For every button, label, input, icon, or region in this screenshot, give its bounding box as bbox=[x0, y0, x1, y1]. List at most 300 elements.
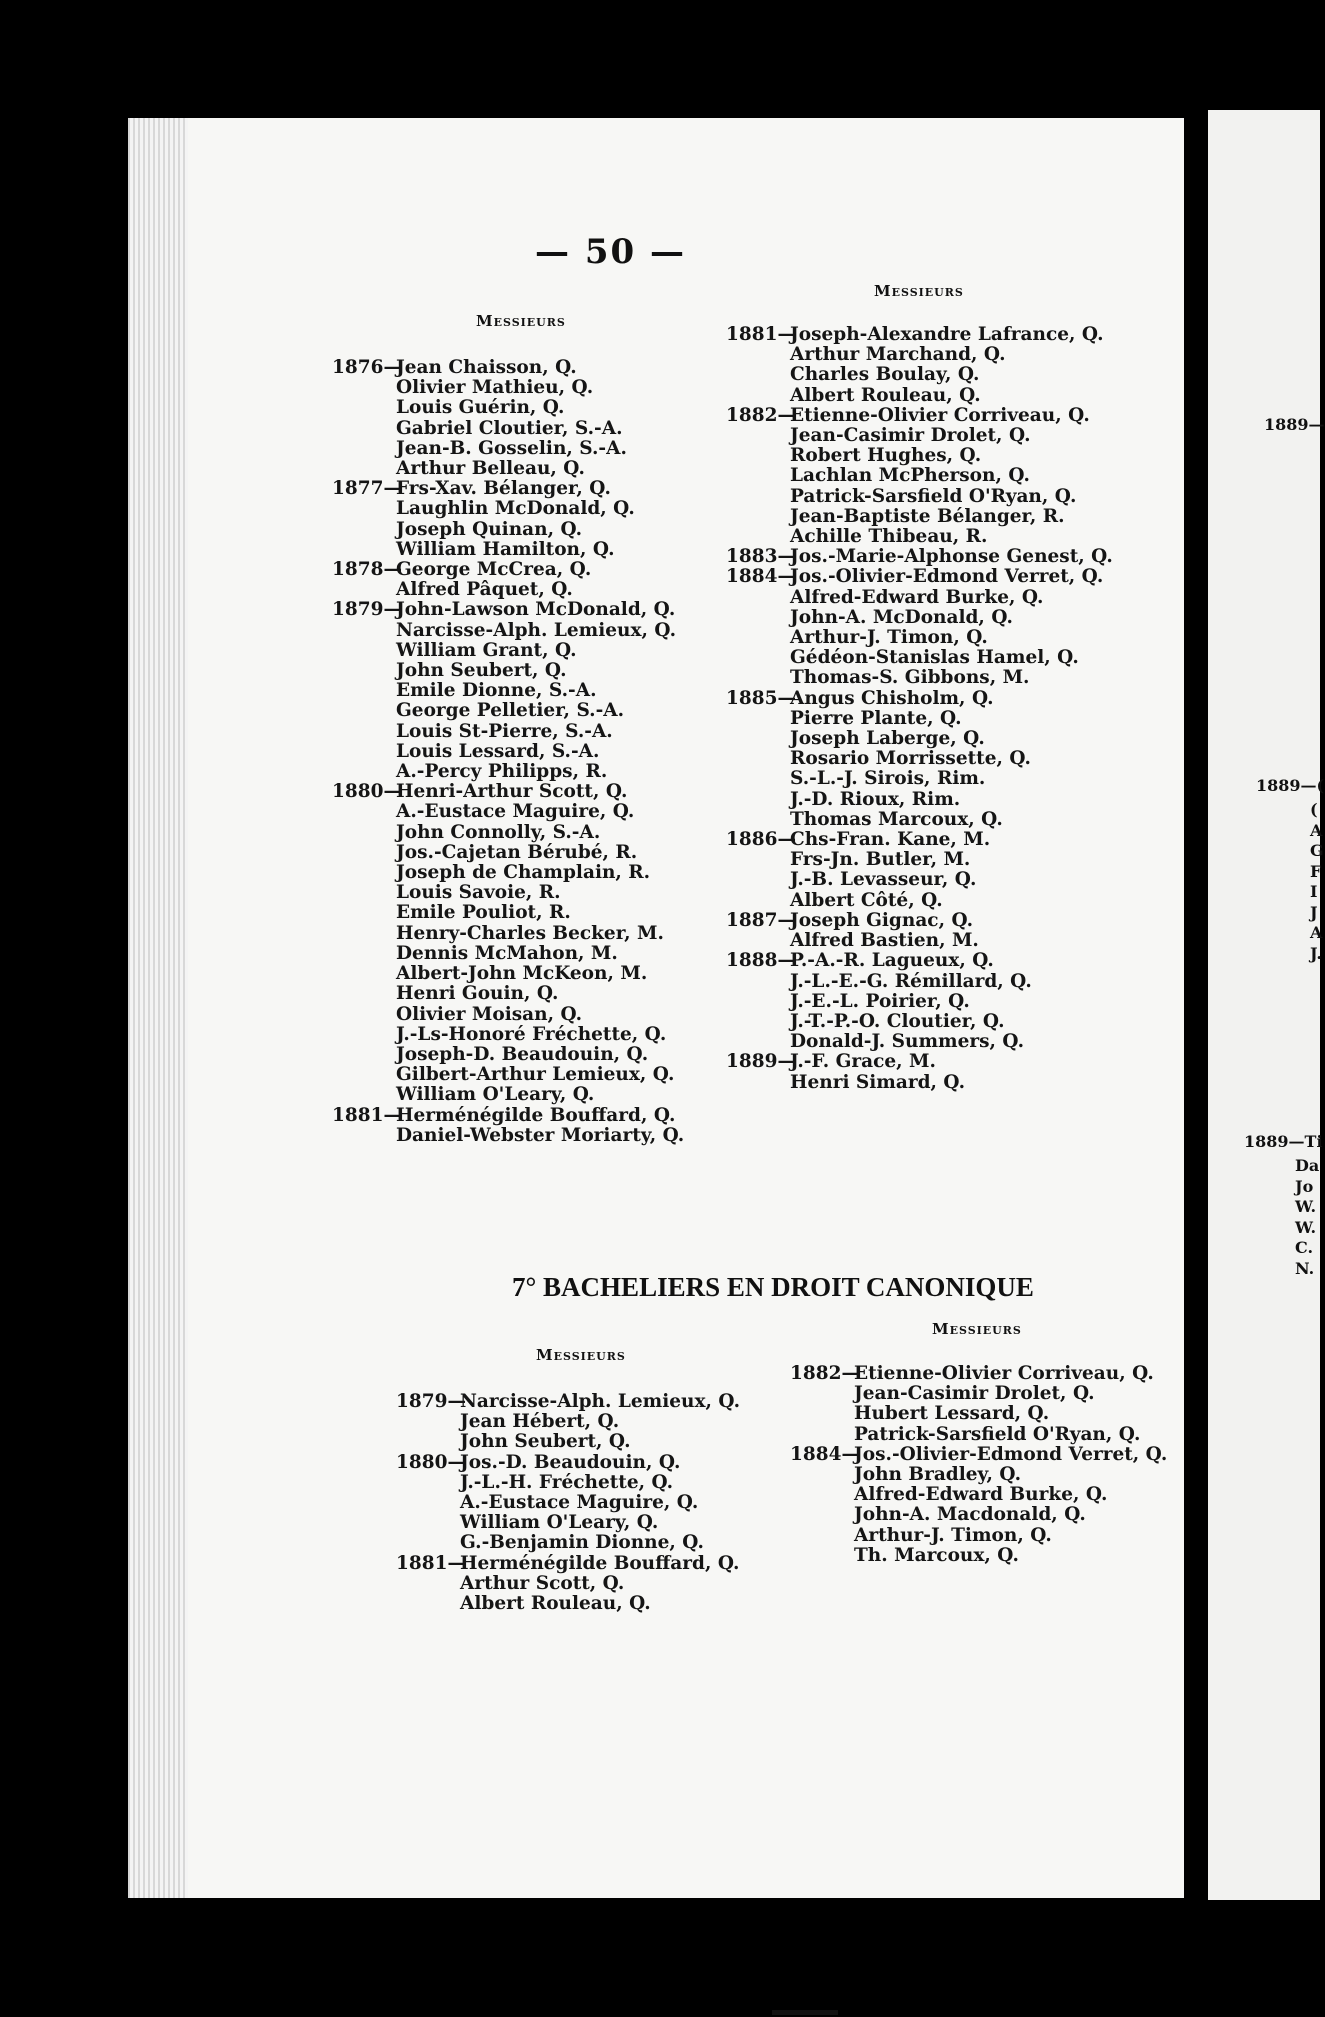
person-name: Olivier Mathieu, Q. bbox=[396, 377, 594, 399]
person-name: Henri Gouin, Q. bbox=[396, 983, 559, 1005]
adjacent-fragment: N. bbox=[1295, 1258, 1315, 1278]
year-label bbox=[332, 762, 394, 782]
list-row bbox=[332, 600, 684, 620]
person-name: Chs-Fran. Kane, M. bbox=[790, 829, 991, 851]
person-name: Albert Rouleau, Q. bbox=[790, 384, 981, 406]
person-name: Hubert Lessard, Q. bbox=[854, 1403, 1050, 1425]
person-name: Jean-Casimir Drolet, Q. bbox=[790, 425, 1031, 447]
list-row bbox=[332, 1126, 684, 1146]
year-label: 1879— bbox=[396, 1391, 466, 1412]
year-label bbox=[726, 345, 788, 365]
year-label bbox=[332, 1126, 394, 1146]
person-name: A.-Percy Philipps, R. bbox=[396, 761, 608, 783]
list-row bbox=[332, 358, 684, 378]
list-row bbox=[726, 426, 1113, 446]
year-label: 1886— bbox=[726, 829, 796, 851]
list-row bbox=[332, 823, 684, 843]
adjacent-year-a: 1889— bbox=[1264, 415, 1325, 434]
person-name: Thomas-S. Gibbons, M. bbox=[790, 667, 1030, 689]
year-label bbox=[790, 1546, 852, 1566]
year-label bbox=[726, 466, 788, 486]
year-label bbox=[332, 641, 394, 661]
year-label: 1884— bbox=[790, 1443, 860, 1465]
year-label bbox=[726, 628, 788, 648]
person-name: Patrick-Sarsfield O'Ryan, Q. bbox=[854, 1423, 1141, 1445]
year-label: 1882— bbox=[790, 1363, 860, 1384]
list-row bbox=[726, 1052, 1113, 1072]
year-label bbox=[332, 944, 394, 964]
year-label: 1881— bbox=[726, 324, 796, 345]
year-label bbox=[726, 931, 788, 951]
list-row bbox=[332, 924, 684, 944]
person-name: G.-Benjamin Dionne, Q. bbox=[460, 1532, 704, 1554]
closing-rule bbox=[772, 2007, 842, 2017]
year-label bbox=[332, 742, 394, 762]
year-label bbox=[726, 487, 788, 507]
list-row bbox=[332, 984, 684, 1004]
list-row bbox=[332, 944, 684, 964]
list-row bbox=[726, 406, 1113, 426]
person-name: Henri Simard, Q. bbox=[790, 1071, 966, 1093]
list-row bbox=[396, 1392, 740, 1412]
list-row bbox=[332, 641, 684, 661]
year-label bbox=[726, 790, 788, 810]
year-label bbox=[726, 608, 788, 628]
year-label bbox=[332, 580, 394, 600]
person-name: J.-L.-E.-G. Rémillard, Q. bbox=[790, 970, 1032, 992]
list-row bbox=[396, 1533, 740, 1553]
list-row bbox=[332, 1025, 684, 1045]
person-name: Henry-Charles Becker, M. bbox=[396, 922, 664, 944]
year-label bbox=[790, 1465, 852, 1485]
person-name: Emile Dionne, S.-A. bbox=[396, 680, 597, 702]
list-row bbox=[726, 951, 1113, 971]
list-row bbox=[396, 1412, 740, 1432]
year-label bbox=[726, 386, 788, 406]
list-row bbox=[332, 1106, 684, 1126]
year-label bbox=[726, 891, 788, 911]
list-row bbox=[726, 567, 1113, 587]
list-row bbox=[726, 668, 1113, 688]
year-label: 1889— bbox=[726, 1051, 796, 1073]
person-name: Joseph Laberge, Q. bbox=[790, 728, 985, 750]
adjacent-list-b bbox=[1310, 800, 1324, 964]
year-label bbox=[790, 1404, 852, 1424]
year-label bbox=[332, 802, 394, 822]
year-label: 1882— bbox=[726, 404, 796, 426]
person-name: Emile Pouliot, R. bbox=[396, 902, 571, 924]
year-label bbox=[332, 398, 394, 418]
year-label bbox=[726, 749, 788, 769]
list-row bbox=[332, 964, 684, 984]
adjacent-list-c bbox=[1295, 1156, 1319, 1279]
list-row bbox=[726, 365, 1113, 385]
adjacent-fragment: Da bbox=[1295, 1156, 1320, 1175]
adjacent-fragment: G bbox=[1310, 841, 1324, 860]
list-row bbox=[726, 1032, 1113, 1052]
person-name: Gabriel Cloutier, S.-A. bbox=[396, 417, 623, 439]
person-name: Olivier Moisan, Q. bbox=[396, 1003, 583, 1025]
year-label bbox=[726, 870, 788, 890]
list-row bbox=[726, 527, 1113, 547]
year-label bbox=[332, 419, 394, 439]
year-label bbox=[332, 499, 394, 519]
person-name: John Connolly, S.-A. bbox=[396, 821, 601, 843]
left-name-list bbox=[332, 358, 684, 1146]
year-label: 1884— bbox=[726, 566, 796, 588]
adjacent-year-b: 1889—( bbox=[1256, 776, 1325, 795]
person-name: Alfred-Edward Burke, Q. bbox=[790, 586, 1044, 608]
adjacent-fragment: ( bbox=[1310, 800, 1318, 819]
page-edge bbox=[128, 118, 188, 1898]
list-row bbox=[790, 1425, 1167, 1445]
person-name: Pierre Plante, Q. bbox=[790, 707, 962, 729]
year-label bbox=[332, 823, 394, 843]
person-name: Jean-Casimir Drolet, Q. bbox=[854, 1383, 1095, 1405]
person-name: Thomas Marcoux, Q. bbox=[790, 808, 1003, 830]
list-row bbox=[726, 689, 1113, 709]
person-name: Dennis McMahon, M. bbox=[396, 942, 618, 964]
year-label bbox=[332, 520, 394, 540]
person-name: J.-Ls-Honoré Fréchette, Q. bbox=[396, 1023, 667, 1045]
list-row bbox=[726, 628, 1113, 648]
section-left-list bbox=[396, 1392, 740, 1614]
list-row bbox=[790, 1505, 1167, 1525]
list-row bbox=[396, 1594, 740, 1614]
year-label bbox=[726, 668, 788, 688]
year-label bbox=[396, 1473, 458, 1493]
list-row bbox=[332, 499, 684, 519]
person-name: Narcisse-Alph. Lemieux, Q. bbox=[460, 1391, 741, 1412]
adjacent-fragment: J bbox=[1310, 902, 1318, 922]
year-label bbox=[396, 1574, 458, 1594]
year-label bbox=[332, 540, 394, 560]
year-label bbox=[790, 1526, 852, 1546]
adjacent-fragment: C. bbox=[1295, 1238, 1314, 1257]
list-row bbox=[790, 1485, 1167, 1505]
list-row bbox=[396, 1453, 740, 1473]
year-label bbox=[396, 1493, 458, 1513]
person-name: J.-E.-L. Poirier, Q. bbox=[790, 990, 970, 1012]
adjacent-fragment: J. bbox=[1310, 943, 1322, 963]
list-row bbox=[726, 507, 1113, 527]
list-row bbox=[396, 1493, 740, 1513]
year-label bbox=[332, 701, 394, 721]
person-name: Joseph de Champlain, R. bbox=[396, 862, 651, 884]
person-name: Albert-John McKeon, M. bbox=[396, 963, 648, 985]
person-name: Frs-Jn. Butler, M. bbox=[790, 849, 971, 871]
list-row bbox=[726, 487, 1113, 507]
person-name: Herménégilde Bouffard, Q. bbox=[396, 1104, 676, 1126]
list-row bbox=[726, 1012, 1113, 1032]
year-label bbox=[726, 810, 788, 830]
person-name: Lachlan McPherson, Q. bbox=[790, 465, 1030, 487]
person-name: Joseph-Alexandre Lafrance, Q. bbox=[790, 324, 1104, 345]
right-name-list bbox=[726, 325, 1113, 1093]
person-name: Jean-Baptiste Bélanger, R. bbox=[790, 505, 1065, 527]
year-label bbox=[726, 1073, 788, 1093]
year-label bbox=[332, 378, 394, 398]
person-name: Jean Chaisson, Q. bbox=[396, 357, 577, 378]
person-name: Etienne-Olivier Corriveau, Q. bbox=[854, 1363, 1154, 1384]
list-row bbox=[726, 992, 1113, 1012]
list-row bbox=[396, 1432, 740, 1452]
person-name: Jos.-D. Beaudouin, Q. bbox=[460, 1451, 681, 1473]
list-row bbox=[332, 1005, 684, 1025]
list-row bbox=[726, 466, 1113, 486]
list-row bbox=[396, 1473, 740, 1493]
list-row bbox=[332, 722, 684, 742]
list-row bbox=[790, 1465, 1167, 1485]
list-row bbox=[726, 830, 1113, 850]
list-row bbox=[726, 386, 1113, 406]
person-name: Henri-Arthur Scott, Q. bbox=[396, 781, 628, 803]
year-label bbox=[332, 863, 394, 883]
person-name: Donald-J. Summers, Q. bbox=[790, 1031, 1025, 1053]
person-name: John Bradley, Q. bbox=[854, 1464, 1022, 1486]
year-label bbox=[726, 972, 788, 992]
person-name: Laughlin McDonald, Q. bbox=[396, 498, 635, 520]
year-label bbox=[790, 1425, 852, 1445]
adjacent-fragment: A bbox=[1310, 820, 1323, 840]
adjacent-fragment: W. bbox=[1295, 1197, 1317, 1216]
list-row bbox=[332, 863, 684, 883]
year-label bbox=[726, 1032, 788, 1052]
year-label bbox=[726, 709, 788, 729]
person-name: J.-D. Rioux, Rim. bbox=[790, 788, 961, 810]
person-name: Narcisse-Alph. Lemieux, Q. bbox=[396, 619, 677, 641]
year-label: 1880— bbox=[332, 781, 402, 803]
person-name: John-Lawson McDonald, Q. bbox=[396, 599, 676, 621]
list-row bbox=[396, 1574, 740, 1594]
year-label: 1876— bbox=[332, 357, 402, 378]
person-name: Patrick-Sarsfield O'Ryan, Q. bbox=[790, 485, 1077, 507]
person-name: J.-L.-H. Fréchette, Q. bbox=[460, 1471, 674, 1493]
list-row bbox=[332, 661, 684, 681]
year-label bbox=[332, 621, 394, 641]
year-label bbox=[396, 1594, 458, 1614]
person-name: Jos.-Olivier-Edmond Verret, Q. bbox=[854, 1443, 1168, 1465]
list-row bbox=[332, 843, 684, 863]
list-row bbox=[726, 810, 1113, 830]
year-label bbox=[726, 507, 788, 527]
list-row bbox=[332, 459, 684, 479]
list-row bbox=[726, 446, 1113, 466]
list-row bbox=[726, 850, 1113, 870]
person-name: Joseph Gignac, Q. bbox=[790, 909, 974, 931]
list-row bbox=[332, 540, 684, 560]
list-row bbox=[332, 762, 684, 782]
list-row bbox=[332, 742, 684, 762]
list-row bbox=[790, 1384, 1167, 1404]
year-label bbox=[332, 439, 394, 459]
person-name: Louis St-Pierre, S.-A. bbox=[396, 720, 613, 742]
person-name: Arthur-J. Timon, Q. bbox=[790, 627, 988, 649]
list-row bbox=[332, 378, 684, 398]
person-name: William O'Leary, Q. bbox=[460, 1512, 659, 1534]
person-name: Louis Savoie, R. bbox=[396, 882, 561, 904]
person-name: Albert Côté, Q. bbox=[790, 889, 943, 911]
adjacent-fragment: I bbox=[1310, 882, 1318, 901]
year-label: 1878— bbox=[332, 559, 402, 581]
list-row bbox=[726, 790, 1113, 810]
list-row bbox=[332, 903, 684, 923]
person-name: Alfred Bastien, M. bbox=[790, 930, 979, 952]
year-label bbox=[726, 446, 788, 466]
year-label bbox=[332, 843, 394, 863]
right-column-header: Messieurs bbox=[874, 282, 964, 300]
person-name: A.-Eustace Maguire, Q. bbox=[396, 801, 635, 823]
year-label bbox=[332, 722, 394, 742]
list-row bbox=[726, 931, 1113, 951]
list-row bbox=[332, 883, 684, 903]
section-right-header: Messieurs bbox=[932, 1320, 1022, 1338]
person-name: Jean Hébert, Q. bbox=[460, 1411, 620, 1433]
person-name: J.-T.-P.-O. Cloutier, Q. bbox=[790, 1010, 1005, 1032]
person-name: Arthur-J. Timon, Q. bbox=[854, 1524, 1052, 1546]
person-name: John-A. McDonald, Q. bbox=[790, 606, 1013, 628]
list-row bbox=[332, 580, 684, 600]
year-label: 1885— bbox=[726, 687, 796, 709]
list-row bbox=[726, 547, 1113, 567]
year-label bbox=[332, 1085, 394, 1105]
person-name: Angus Chisholm, Q. bbox=[790, 687, 994, 709]
person-name: Jos.-Marie-Alphonse Genest, Q. bbox=[790, 546, 1113, 568]
list-row bbox=[726, 891, 1113, 911]
person-name: John Seubert, Q. bbox=[396, 660, 567, 682]
person-name: Jos.-Olivier-Edmond Verret, Q. bbox=[790, 566, 1104, 588]
adjacent-year-c: 1889—Ti bbox=[1244, 1132, 1323, 1151]
left-column-header: Messieurs bbox=[476, 312, 566, 330]
section-title: 7° BACHELIERS EN DROIT CANONIQUE bbox=[512, 1272, 1034, 1302]
person-name: John Seubert, Q. bbox=[460, 1431, 631, 1453]
person-name: Albert Rouleau, Q. bbox=[460, 1593, 651, 1615]
year-label bbox=[790, 1384, 852, 1404]
year-label: 1881— bbox=[332, 1104, 402, 1126]
list-row bbox=[726, 648, 1113, 668]
year-label bbox=[332, 1045, 394, 1065]
list-row bbox=[726, 972, 1113, 992]
list-row bbox=[790, 1526, 1167, 1546]
list-row bbox=[332, 701, 684, 721]
year-label bbox=[396, 1412, 458, 1432]
list-row bbox=[332, 621, 684, 641]
page-number: — 50 — bbox=[535, 232, 686, 272]
list-row bbox=[332, 560, 684, 580]
person-name: George McCrea, Q. bbox=[396, 559, 592, 581]
person-name: A.-Eustace Maguire, Q. bbox=[460, 1492, 699, 1514]
year-label: 1887— bbox=[726, 909, 796, 931]
list-row bbox=[396, 1513, 740, 1533]
person-name: Louis Guérin, Q. bbox=[396, 397, 565, 419]
list-row bbox=[726, 608, 1113, 628]
year-label: 1888— bbox=[726, 950, 796, 972]
year-label bbox=[726, 850, 788, 870]
year-label bbox=[726, 527, 788, 547]
person-name: Louis Lessard, S.-A. bbox=[396, 740, 600, 762]
person-name: Arthur Marchand, Q. bbox=[790, 344, 1006, 366]
person-name: Th. Marcoux, Q. bbox=[854, 1544, 1019, 1566]
year-label bbox=[726, 729, 788, 749]
person-name: Jean-B. Gosselin, S.-A. bbox=[396, 437, 627, 459]
list-row bbox=[332, 1085, 684, 1105]
person-name: Joseph Quinan, Q. bbox=[396, 518, 583, 540]
year-label: 1881— bbox=[396, 1552, 466, 1574]
list-row bbox=[396, 1554, 740, 1574]
year-label bbox=[332, 984, 394, 1004]
year-label bbox=[726, 769, 788, 789]
person-name: Arthur Scott, Q. bbox=[460, 1572, 625, 1594]
list-row bbox=[726, 1073, 1113, 1093]
year-label bbox=[396, 1432, 458, 1452]
list-row bbox=[726, 870, 1113, 890]
list-row bbox=[726, 769, 1113, 789]
adjacent-fragment: F bbox=[1310, 861, 1322, 881]
list-row bbox=[726, 911, 1113, 931]
list-row bbox=[332, 802, 684, 822]
year-label bbox=[790, 1505, 852, 1525]
year-label bbox=[396, 1533, 458, 1553]
list-row bbox=[726, 709, 1113, 729]
person-name: P.-A.-R. Lagueux, Q. bbox=[790, 950, 994, 972]
year-label bbox=[332, 1005, 394, 1025]
year-label: 1877— bbox=[332, 478, 402, 500]
person-name: Joseph-D. Beaudouin, Q. bbox=[396, 1043, 649, 1065]
year-label bbox=[332, 883, 394, 903]
list-row bbox=[726, 345, 1113, 365]
list-row bbox=[726, 588, 1113, 608]
year-label bbox=[332, 681, 394, 701]
list-row bbox=[332, 782, 684, 802]
year-label: 1880— bbox=[396, 1451, 466, 1473]
list-row bbox=[332, 398, 684, 418]
adjacent-page bbox=[1208, 110, 1325, 1900]
person-name: J.-F. Grace, M. bbox=[790, 1051, 936, 1073]
year-label bbox=[332, 1025, 394, 1045]
list-row bbox=[332, 1065, 684, 1085]
person-name: Frs-Xav. Bélanger, Q. bbox=[396, 478, 611, 500]
person-name: Robert Hughes, Q. bbox=[790, 445, 982, 467]
list-row bbox=[726, 729, 1113, 749]
year-label bbox=[332, 1065, 394, 1085]
year-label bbox=[332, 924, 394, 944]
person-name: J.-B. Levasseur, Q. bbox=[790, 869, 977, 891]
year-label bbox=[332, 459, 394, 479]
year-label bbox=[790, 1485, 852, 1505]
list-row bbox=[790, 1546, 1167, 1566]
person-name: Jos.-Cajetan Bérubé, R. bbox=[396, 841, 638, 863]
person-name: William Grant, Q. bbox=[396, 639, 577, 661]
adjacent-fragment: A bbox=[1310, 923, 1323, 942]
person-name: William O'Leary, Q. bbox=[396, 1084, 595, 1106]
section-right-list bbox=[790, 1364, 1167, 1566]
list-row bbox=[332, 1045, 684, 1065]
year-label bbox=[726, 1012, 788, 1032]
person-name: Charles Boulay, Q. bbox=[790, 364, 980, 386]
section-left-header: Messieurs bbox=[536, 1346, 626, 1364]
list-row bbox=[726, 749, 1113, 769]
year-label bbox=[332, 964, 394, 984]
year-label bbox=[332, 903, 394, 923]
person-name: Herménégilde Bouffard, Q. bbox=[460, 1552, 740, 1574]
person-name: Etienne-Olivier Corriveau, Q. bbox=[790, 404, 1090, 426]
person-name: Arthur Belleau, Q. bbox=[396, 458, 585, 480]
person-name: Achille Thibeau, R. bbox=[790, 526, 988, 548]
person-name: Alfred Pâquet, Q. bbox=[396, 579, 573, 601]
person-name: Rosario Morrissette, Q. bbox=[790, 748, 1031, 770]
year-label bbox=[396, 1513, 458, 1533]
list-row bbox=[332, 479, 684, 499]
